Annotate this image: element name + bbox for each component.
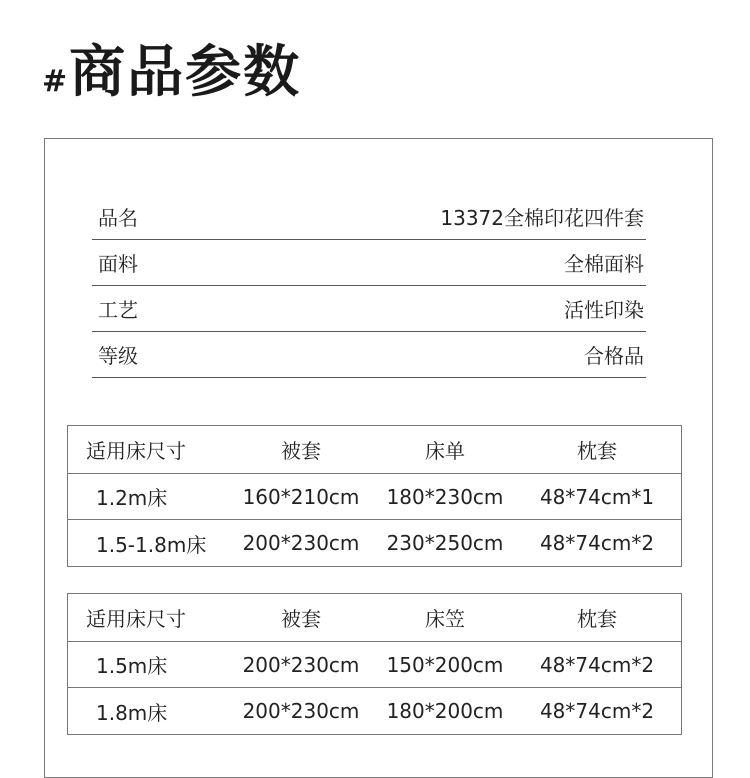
page-title: 商品参数 bbox=[69, 40, 302, 105]
header-cell: 枕套 bbox=[577, 607, 617, 631]
table-row bbox=[68, 642, 681, 688]
table-cell: 1.8m床 bbox=[96, 700, 168, 725]
header-cell: 被套 bbox=[281, 607, 321, 631]
header-cell: 被套 bbox=[281, 439, 321, 463]
table-cell: 48*74cm*2 bbox=[539, 531, 655, 555]
table-cell: 48*74cm*2 bbox=[539, 699, 655, 723]
spec-label: 面料 bbox=[98, 252, 138, 276]
spec-label: 工艺 bbox=[98, 298, 138, 322]
spec-label: 等级 bbox=[98, 344, 138, 368]
table-header-row bbox=[68, 594, 681, 642]
size-table-sheet bbox=[67, 425, 682, 567]
spec-row-grade bbox=[92, 332, 646, 378]
spec-label: 品名 bbox=[98, 206, 138, 230]
table-cell: 180*200cm bbox=[386, 699, 504, 723]
size-table-fitted bbox=[67, 593, 682, 735]
table-cell: 230*250cm bbox=[386, 531, 504, 555]
table-cell: 1.2m床 bbox=[96, 486, 168, 510]
table-cell: 150*200cm bbox=[386, 652, 504, 677]
table-cell: 200*230cm bbox=[242, 699, 360, 723]
table-row bbox=[68, 688, 681, 734]
table-row bbox=[68, 520, 681, 566]
spec-row-fabric bbox=[92, 240, 646, 286]
spec-value: 13372全棉印花四件套 bbox=[440, 206, 644, 230]
table-cell: 200*230cm bbox=[242, 531, 360, 555]
table-cell: 48*74cm*2 bbox=[539, 652, 655, 677]
table-cell: 1.5-1.8m床 bbox=[96, 532, 207, 557]
table-cell: 1.5m床 bbox=[96, 654, 168, 678]
header-cell: 适用床尺寸 bbox=[86, 607, 186, 631]
header-cell: 枕套 bbox=[577, 439, 617, 463]
table-header-row bbox=[68, 426, 681, 474]
spec-row-name bbox=[92, 194, 646, 240]
table-cell: 160*210cm bbox=[242, 484, 360, 509]
spec-row-craft bbox=[92, 286, 646, 332]
page-heading bbox=[42, 40, 301, 106]
header-cell: 适用床尺寸 bbox=[86, 439, 186, 463]
hash-mark: # bbox=[42, 64, 68, 99]
table-cell: 48*74cm*1 bbox=[539, 484, 655, 509]
spec-value: 活性印染 bbox=[564, 298, 644, 322]
spec-list bbox=[92, 194, 646, 378]
table-row bbox=[68, 474, 681, 520]
table-cell: 200*230cm bbox=[242, 652, 360, 677]
spec-value: 全棉面料 bbox=[564, 252, 644, 276]
spec-value: 合格品 bbox=[584, 344, 644, 368]
header-cell: 床笠 bbox=[425, 607, 465, 631]
header-cell: 床单 bbox=[425, 439, 465, 463]
table-cell: 180*230cm bbox=[386, 484, 504, 509]
